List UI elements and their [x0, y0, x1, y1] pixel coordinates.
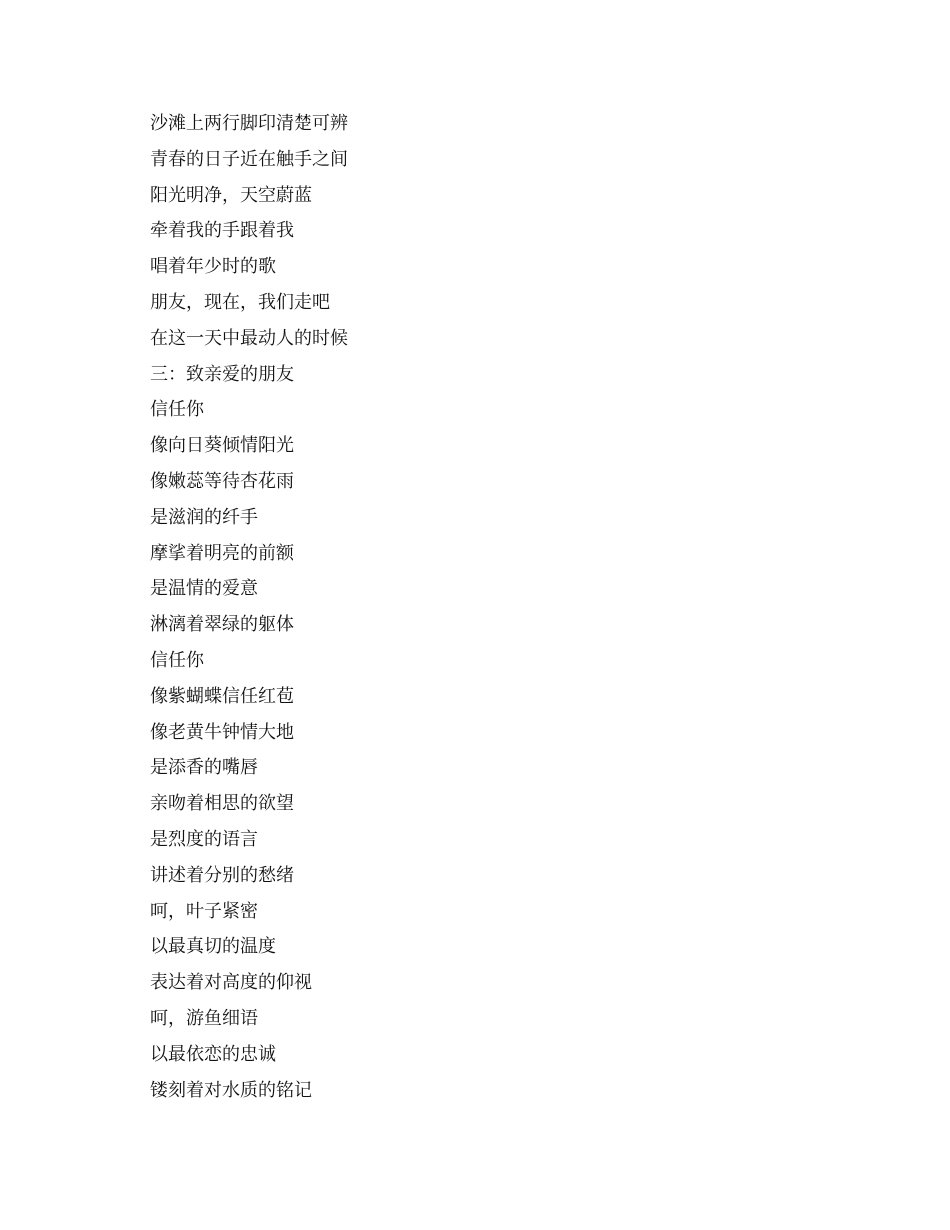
poem-line: 是滋润的纤手 [150, 506, 258, 528]
poem-line: 镂刻着对水质的铭记 [150, 1079, 312, 1101]
poem-line: 在这一天中最动人的时候 [150, 327, 348, 349]
section-heading: 三：致亲爱的朋友 [150, 363, 294, 385]
poem-line: 像嫩蕊等待杏花雨 [150, 470, 294, 492]
poem-line: 青春的日子近在触手之间 [150, 148, 348, 170]
poem-line: 信任你 [150, 399, 204, 421]
poem-text [150, 106, 348, 1108]
poem-line: 讲述着分别的愁绪 [150, 864, 294, 886]
poem-line: 是烈度的语言 [150, 828, 258, 850]
poem-line: 淋漓着翠绿的躯体 [150, 614, 294, 636]
poem-line: 阳光明净，天空蔚蓝 [150, 184, 312, 206]
poem-line: 像向日葵倾情阳光 [150, 435, 294, 457]
poem-line: 是温情的爱意 [150, 578, 258, 600]
poem-line: 亲吻着相思的欲望 [150, 793, 294, 815]
poem-line: 表达着对高度的仰视 [150, 972, 312, 994]
poem-line: 沙滩上两行脚印清楚可辨 [150, 113, 348, 134]
poem-line: 摩挲着明亮的前额 [150, 542, 294, 564]
poem-line: 唱着年少时的歌 [150, 256, 276, 278]
poem-line: 是添香的嘴唇 [150, 757, 258, 779]
poem-line: 信任你 [150, 649, 204, 671]
poem-line: 呵，叶子紧密 [150, 900, 258, 922]
poem-line: 像紫蝴蝶信任红苞 [150, 685, 294, 707]
poem-line: 朋友，现在，我们走吧 [150, 291, 330, 313]
poem-line: 像老黄牛钟情大地 [150, 721, 294, 743]
poem-line: 牵着我的手跟着我 [150, 220, 294, 242]
poem-line: 以最依恋的忠诚 [150, 1043, 276, 1065]
poem-line: 呵，游鱼细语 [150, 1007, 258, 1029]
poem-line: 以最真切的温度 [150, 936, 276, 958]
